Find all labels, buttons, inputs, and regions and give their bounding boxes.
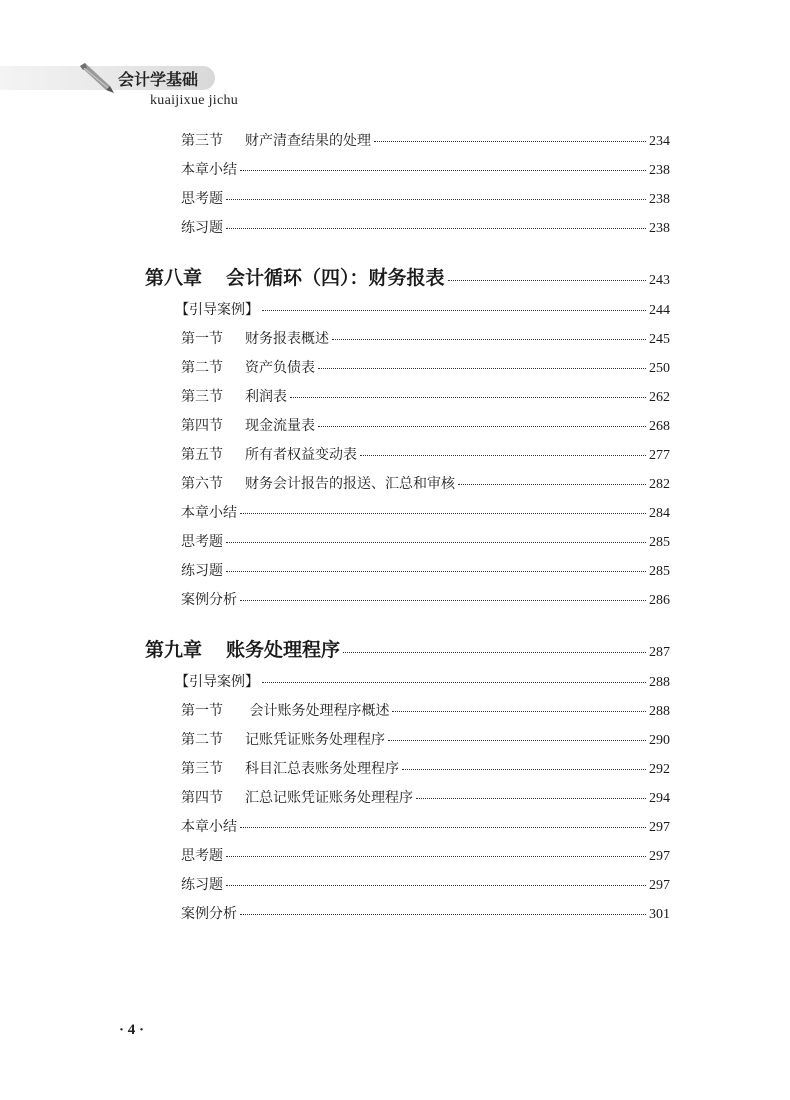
- dot-leader: [226, 199, 646, 200]
- table-of-contents: [145, 130, 670, 932]
- dot-leader: [240, 170, 646, 171]
- toc-page-number: 285: [649, 535, 670, 550]
- toc-page-number: 277: [649, 448, 670, 463]
- toc-label: [181, 758, 399, 778]
- toc-entry[interactable]: [145, 671, 670, 700]
- dot-leader: [262, 310, 646, 311]
- toc-title: 本章小结: [181, 505, 237, 521]
- toc-label: [181, 531, 223, 551]
- toc-entry[interactable]: [145, 531, 670, 560]
- toc-title: 本章小结: [181, 819, 237, 835]
- toc-label: [175, 299, 259, 319]
- dot-leader: [240, 914, 646, 915]
- toc-title: 练习题: [181, 220, 223, 236]
- toc-entry[interactable]: [145, 502, 670, 531]
- toc-label: [181, 415, 315, 435]
- dot-leader: [240, 827, 646, 828]
- toc-entry[interactable]: [145, 386, 670, 415]
- toc-title: 本章小结: [181, 162, 237, 178]
- toc-entry[interactable]: [145, 589, 670, 618]
- section-number: 第二节: [181, 732, 223, 748]
- toc-page-number: 292: [649, 762, 670, 777]
- toc-label: [181, 328, 329, 348]
- toc-page-number: 284: [649, 506, 670, 521]
- section-number: 第四节: [181, 790, 223, 806]
- section-number: 第六节: [181, 476, 223, 492]
- toc-chapter[interactable]: [145, 263, 670, 295]
- toc-page-number: 238: [649, 192, 670, 207]
- dot-leader: [402, 769, 646, 770]
- toc-entry[interactable]: [145, 874, 670, 903]
- toc-page-number: 282: [649, 477, 670, 492]
- toc-entry[interactable]: [145, 188, 670, 217]
- toc-title: 思考题: [181, 191, 223, 207]
- toc-page-number: 250: [649, 361, 670, 376]
- toc-page-number: 238: [649, 221, 670, 236]
- toc-title: 汇总记账凭证账务处理程序: [245, 790, 413, 806]
- dot-leader: [226, 856, 646, 857]
- toc-entry[interactable]: [145, 560, 670, 589]
- toc-entry[interactable]: [145, 700, 670, 729]
- toc-title: 案例分析: [181, 906, 237, 922]
- toc-page-number: 234: [649, 134, 670, 149]
- pen-icon: [76, 60, 116, 94]
- toc-entry[interactable]: [145, 845, 670, 874]
- toc-title: 资产负债表: [245, 360, 315, 376]
- toc-entry[interactable]: [145, 444, 670, 473]
- page-number: · 4 ·: [119, 1022, 145, 1038]
- toc-entry[interactable]: [145, 328, 670, 357]
- dot-leader: [448, 280, 646, 281]
- toc-chapter[interactable]: [145, 635, 670, 667]
- dot-leader: [392, 711, 646, 712]
- toc-entry[interactable]: [145, 758, 670, 787]
- toc-page-number: 301: [649, 907, 670, 922]
- toc-title: 科目汇总表账务处理程序: [245, 761, 399, 777]
- dot-leader: [226, 542, 646, 543]
- toc-title: 练习题: [181, 563, 223, 579]
- chapter-number: 第八章: [145, 267, 203, 289]
- dot-leader: [226, 571, 646, 572]
- toc-entry[interactable]: [145, 130, 670, 159]
- toc-entry[interactable]: [145, 415, 670, 444]
- toc-label: [181, 130, 371, 150]
- toc-page-number: 238: [649, 163, 670, 178]
- toc-entry[interactable]: [145, 159, 670, 188]
- toc-page-number: 288: [649, 704, 670, 719]
- toc-label: [181, 729, 385, 749]
- toc-page-number: 287: [649, 645, 670, 660]
- dot-leader: [458, 484, 646, 485]
- toc-label: [175, 671, 259, 691]
- toc-page-number: 268: [649, 419, 670, 434]
- chapter-number: 第九章: [145, 639, 203, 661]
- toc-label: [181, 845, 223, 865]
- toc-page-number: 297: [649, 820, 670, 835]
- toc-entry[interactable]: [145, 729, 670, 758]
- section-number: 第四节: [181, 418, 223, 434]
- dot-leader: [226, 885, 646, 886]
- book-subtitle: kuaijixue jichu: [150, 93, 239, 108]
- toc-title: 思考题: [181, 534, 223, 550]
- dot-leader: [318, 426, 646, 427]
- toc-title: 会计账务处理程序概述: [245, 703, 390, 719]
- toc-entry[interactable]: [145, 357, 670, 386]
- toc-title: 财务会计报告的报送、汇总和审核: [245, 476, 455, 492]
- section-number: 第二节: [181, 360, 223, 376]
- dot-leader: [416, 798, 646, 799]
- toc-entry[interactable]: [145, 473, 670, 502]
- toc-label: [145, 635, 340, 662]
- dot-leader: [318, 368, 646, 369]
- toc-label: [181, 560, 223, 580]
- toc-label: [181, 188, 223, 208]
- dot-leader: [290, 397, 646, 398]
- dot-leader: [332, 339, 646, 340]
- section-number: 第一节: [181, 331, 223, 347]
- section-number: 第三节: [181, 133, 223, 149]
- toc-entry[interactable]: [145, 299, 670, 328]
- toc-title: 案例分析: [181, 592, 237, 608]
- toc-label: [181, 159, 237, 179]
- dot-leader: [388, 740, 646, 741]
- toc-entry[interactable]: [145, 816, 670, 845]
- toc-page-number: 285: [649, 564, 670, 579]
- dot-leader: [226, 228, 646, 229]
- toc-page-number: 286: [649, 593, 670, 608]
- toc-title: 现金流量表: [245, 418, 315, 434]
- toc-title: 会计循环（四）：财务报表: [226, 267, 445, 289]
- dot-leader: [343, 652, 646, 653]
- toc-page-number: 294: [649, 791, 670, 806]
- toc-title: 【引导案例】: [175, 302, 259, 318]
- toc-page-number: 297: [649, 849, 670, 864]
- toc-title: 【引导案例】: [175, 674, 259, 690]
- toc-title: 利润表: [245, 389, 287, 405]
- dot-leader: [374, 141, 646, 142]
- toc-label: [181, 444, 357, 464]
- dot-leader: [360, 455, 646, 456]
- toc-label: [181, 357, 315, 377]
- toc-title: 财产清查结果的处理: [245, 133, 371, 149]
- section-number: 第三节: [181, 761, 223, 777]
- toc-page-number: 245: [649, 332, 670, 347]
- toc-title: 记账凭证账务处理程序: [245, 732, 385, 748]
- toc-entry[interactable]: [145, 787, 670, 816]
- toc-page-number: 288: [649, 675, 670, 690]
- toc-label: [181, 700, 389, 720]
- toc-title: 财务报表概述: [245, 331, 329, 347]
- toc-page-number: 244: [649, 303, 670, 318]
- section-number: 第三节: [181, 389, 223, 405]
- toc-label: [145, 263, 445, 290]
- toc-label: [181, 787, 413, 807]
- toc-label: [181, 217, 223, 237]
- toc-entry[interactable]: [145, 217, 670, 246]
- toc-label: [181, 473, 455, 493]
- toc-page-number: 243: [649, 273, 670, 288]
- toc-title: 所有者权益变动表: [245, 447, 357, 463]
- dot-leader: [262, 682, 646, 683]
- toc-title: 账务处理程序: [226, 639, 341, 661]
- toc-title: 思考题: [181, 848, 223, 864]
- section-number: 第五节: [181, 447, 223, 463]
- toc-label: [181, 874, 223, 894]
- book-title: 会计学基础: [118, 70, 199, 89]
- toc-label: [181, 386, 287, 406]
- toc-entry[interactable]: [145, 903, 670, 932]
- section-number: 第一节: [181, 703, 223, 719]
- toc-label: [181, 589, 237, 609]
- toc-page-number: 297: [649, 878, 670, 893]
- toc-label: [181, 903, 237, 923]
- toc-page-number: 290: [649, 733, 670, 748]
- dot-leader: [240, 513, 646, 514]
- toc-title: 练习题: [181, 877, 223, 893]
- toc-label: [181, 502, 237, 522]
- toc-page-number: 262: [649, 390, 670, 405]
- dot-leader: [240, 600, 646, 601]
- toc-label: [181, 816, 237, 836]
